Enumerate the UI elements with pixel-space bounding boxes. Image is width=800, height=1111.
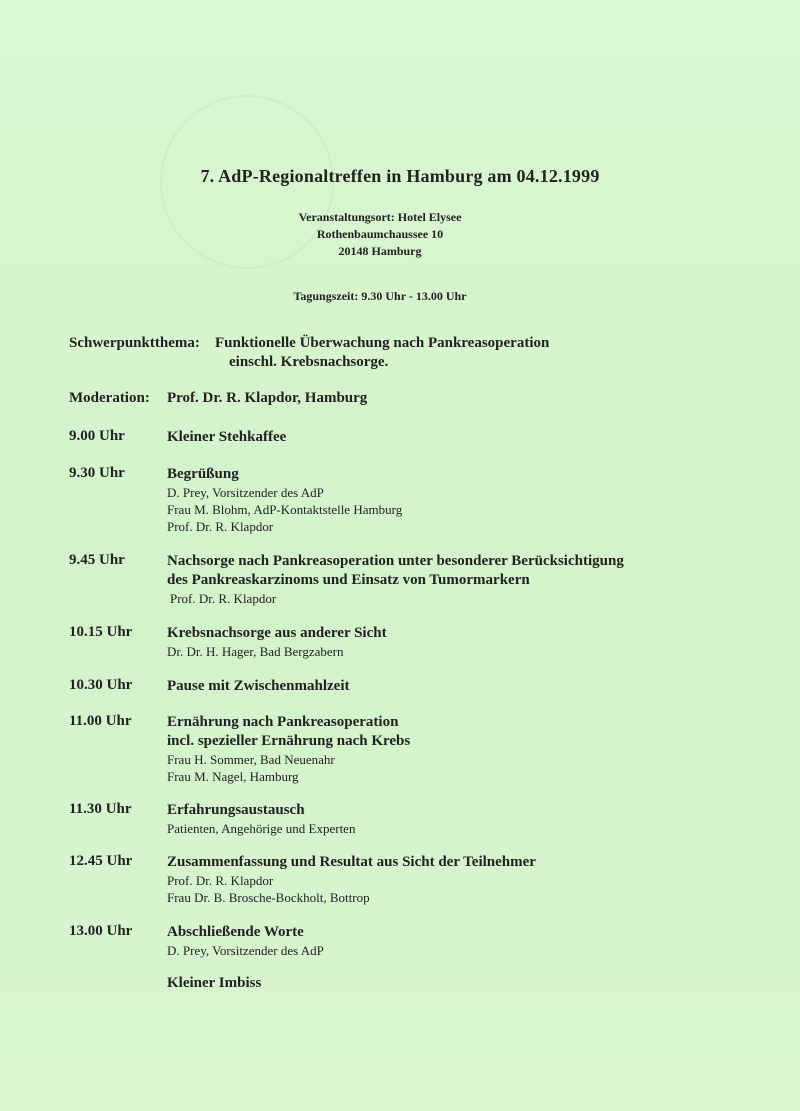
agenda-time: 12.45 Uhr [69,853,133,869]
agenda-title-cont: incl. spezieller Ernährung nach Krebs [167,733,411,749]
agenda-title: Zusammenfassung und Resultat aus Sicht der Teilnehmer [167,854,536,870]
theme-line-1: Funktionelle Überwachung nach Pankreasoperation [215,335,550,351]
venue-street: Rothenbaumchaussee 10 [316,227,444,241]
agenda-title: Kleiner Stehkaffee [167,429,287,445]
agenda-time: 13.00 Uhr [69,923,133,939]
agenda-time: 10.30 Uhr [69,677,133,693]
agenda-title: Ernährung nach Pankreasoperation [167,714,399,730]
agenda-participants: Patienten, Angehörige und Experten [167,821,356,836]
venue-city: 20148 Hamburg [338,244,422,258]
agenda-time: 9.45 Uhr [69,552,125,568]
agenda-speaker: Prof. Dr. R. Klapdor [170,591,277,606]
agenda-time: 9.30 Uhr [69,465,125,481]
agenda-speaker: Frau M. Nagel, Hamburg [167,769,299,784]
page-title: 7. AdP-Regionaltreffen in Hamburg am 04.12.1999 [200,166,600,186]
agenda-speaker: Dr. Dr. H. Hager, Bad Bergzabern [167,644,344,659]
agenda-speaker: D. Prey, Vorsitzender des AdP [167,485,324,500]
agenda-title: Begrüßung [167,466,239,482]
agenda-title-cont: des Pankreaskarzinoms und Einsatz von Tumormarkern [167,572,530,588]
moderation-label: Moderation: [69,390,150,406]
agenda-speaker: Prof. Dr. R. Klapdor [167,519,274,534]
meeting-time: Tagungszeit: 9.30 Uhr - 13.00 Uhr [293,289,467,303]
agenda-closing: Kleiner Imbiss [167,975,262,991]
agenda-title: Krebsnachsorge aus anderer Sicht [167,625,387,641]
agenda-speaker: Frau M. Blohm, AdP-Kontaktstelle Hamburg [167,502,403,517]
theme-line-2: einschl. Krebsnachsorge. [229,354,389,370]
agenda-title: Erfahrungsaustausch [167,802,305,818]
moderation-value: Prof. Dr. R. Klapdor, Hamburg [167,390,368,406]
agenda-time: 10.15 Uhr [69,624,133,640]
agenda-speaker: Frau Dr. B. Brosche-Bockholt, Bottrop [167,890,370,905]
agenda-time: 9.00 Uhr [69,428,125,444]
agenda-time: 11.30 Uhr [69,801,132,817]
agenda-speaker: Prof. Dr. R. Klapdor [167,873,274,888]
agenda-title: Abschließende Worte [167,924,304,940]
agenda-title: Nachsorge nach Pankreasoperation unter besonderer Berücksichtigung [167,553,624,569]
agenda-speaker: Frau H. Sommer, Bad Neuenahr [167,752,335,767]
agenda-time: 11.00 Uhr [69,713,132,729]
venue-line: Veranstaltungsort: Hotel Elysee [298,210,462,224]
agenda-title: Pause mit Zwischenmahlzeit [167,678,350,694]
agenda-speaker: D. Prey, Vorsitzender des AdP [167,943,324,958]
theme-label: Schwerpunktthema: [69,335,200,351]
